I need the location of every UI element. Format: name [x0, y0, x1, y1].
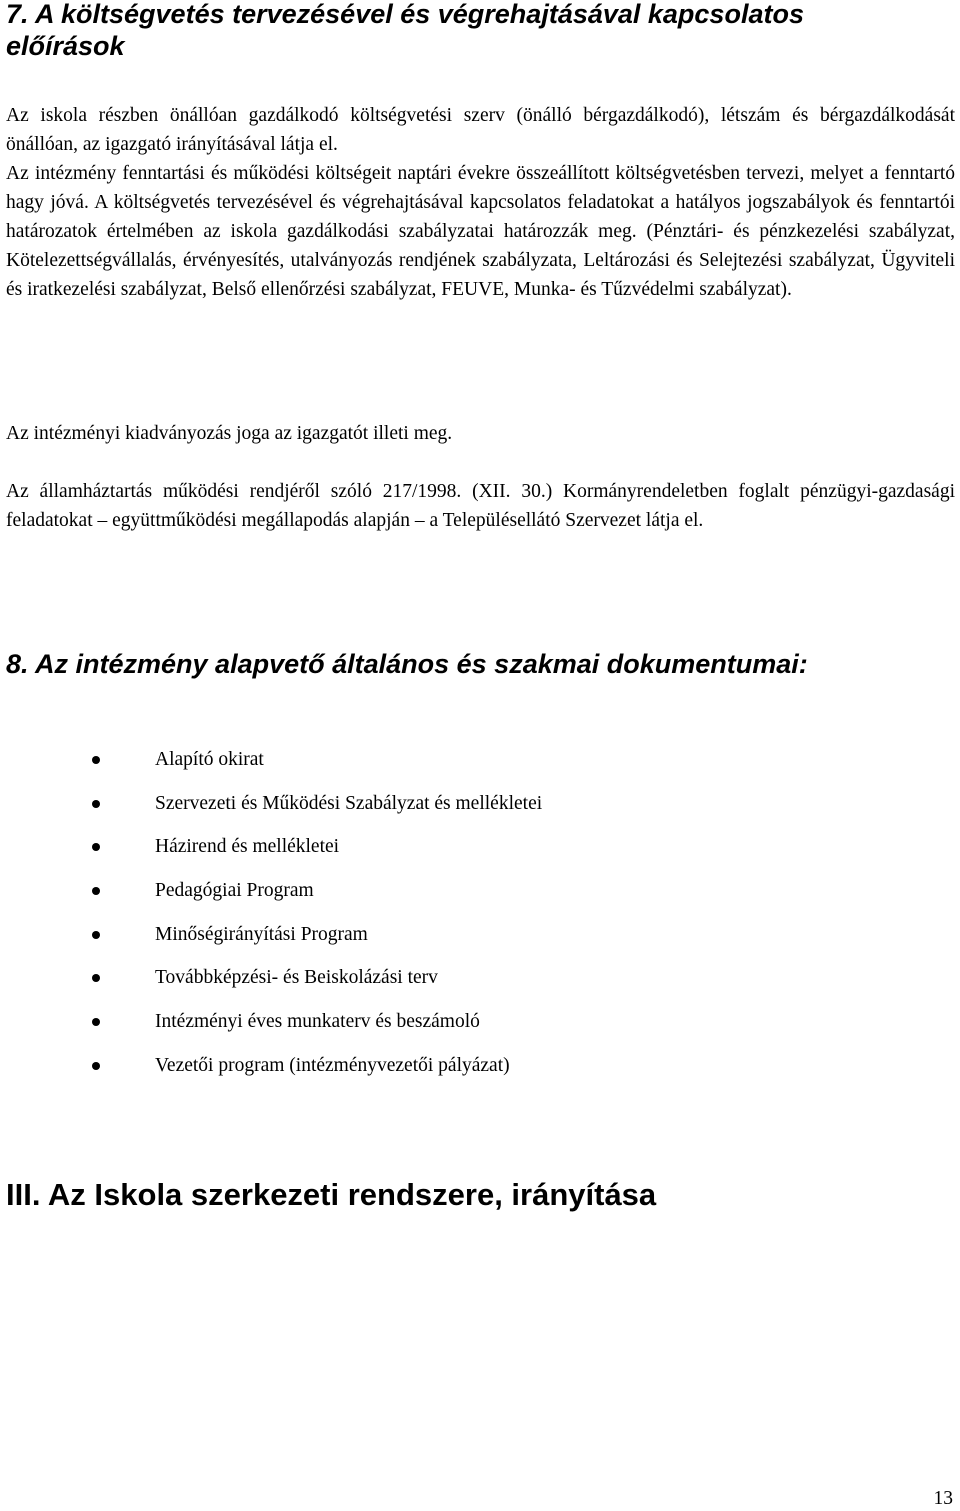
paragraph-financial-tasks: Az államháztartás működési rendjéről szóló 217/1998. (XII. 30.) Kormányrendeletben foglalt pénzügyi-gazdasági feladatokat – együttműködési megállapodás alapján – a Településellátó Szervezet látja el. [6, 481, 955, 531]
list-item-label: Pedagógiai Program [155, 880, 314, 902]
section-7-heading: 7. A költségvetés tervezésével és végrehajtásával kapcsolatos előírások [6, 0, 804, 61]
list-item [0, 920, 800, 964]
list-item-label: Továbbképzési- és Beiskolázási terv [155, 967, 438, 989]
list-item-label: Minőségirányítási Program [155, 923, 368, 945]
list-item-label: Szervezeti és Működési Szabályzat és mellékletei [155, 792, 543, 814]
section-iii-heading: III. Az Iskola szerkezeti rendszere, irányítása [6, 1177, 657, 1212]
page-number: 13 [933, 1488, 953, 1509]
document-list [0, 745, 800, 1095]
bullet-icon [92, 887, 100, 895]
bullet-icon [92, 843, 100, 851]
bullet-icon [92, 974, 100, 982]
list-item [0, 1007, 800, 1051]
list-item [0, 876, 800, 920]
bullet-icon [92, 756, 100, 764]
list-item-label: Házirend és mellékletei [155, 836, 340, 858]
paragraph-publishing-rights: Az intézményi kiadványozás joga az igazgatót illeti meg. [6, 423, 453, 444]
list-item-label: Vezetői program (intézményvezetői pályázat) [155, 1054, 510, 1076]
paragraph-budget-planning: Az intézmény fenntartási és működési költségeit naptári évekre összeállított költségvetésben tervezi, melyet a fenntartó hagy jóvá. A költségvetés tervezésével és végrehajtásával kapcsolatos feladatokat a hatályos jogszabályok és fenntartói határozatok értelmében az iskola gazdálkodási szabályzatai határozzák meg. (Pénztári- és pénzkezelési szabályzat, Kötelezettségvállalás, érvényesítés, utalványozás rendjének szabályzata, Leltározási és Selejtezési szabályzat, Ügyviteli és iratkezelési szabályzat, Belső ellenőrzési szabályzat, FEUVE, Munka- és Tűzvédelmi szabályzat). [6, 163, 955, 300]
list-item [0, 789, 800, 833]
list-item-label: Intézményi éves munkaterv és beszámoló [155, 1011, 480, 1033]
bullet-icon [92, 931, 100, 939]
list-item [0, 832, 800, 876]
bullet-icon [92, 1018, 100, 1026]
list-item [0, 963, 800, 1007]
list-item [0, 1051, 800, 1095]
paragraph-budget-autonomy: Az iskola részben önállóan gazdálkodó költségvetési szerv (önálló bérgazdálkodó), létszám és bérgazdálkodását önállóan, az igazgató irányításával látja el. [6, 105, 955, 155]
section-8-heading: 8. Az intézmény alapvető általános és szakmai dokumentumai: [6, 649, 808, 679]
bullet-icon [92, 800, 100, 808]
bullet-icon [92, 1062, 100, 1070]
list-item-label: Alapító okirat [155, 749, 264, 770]
list-item [0, 745, 800, 789]
